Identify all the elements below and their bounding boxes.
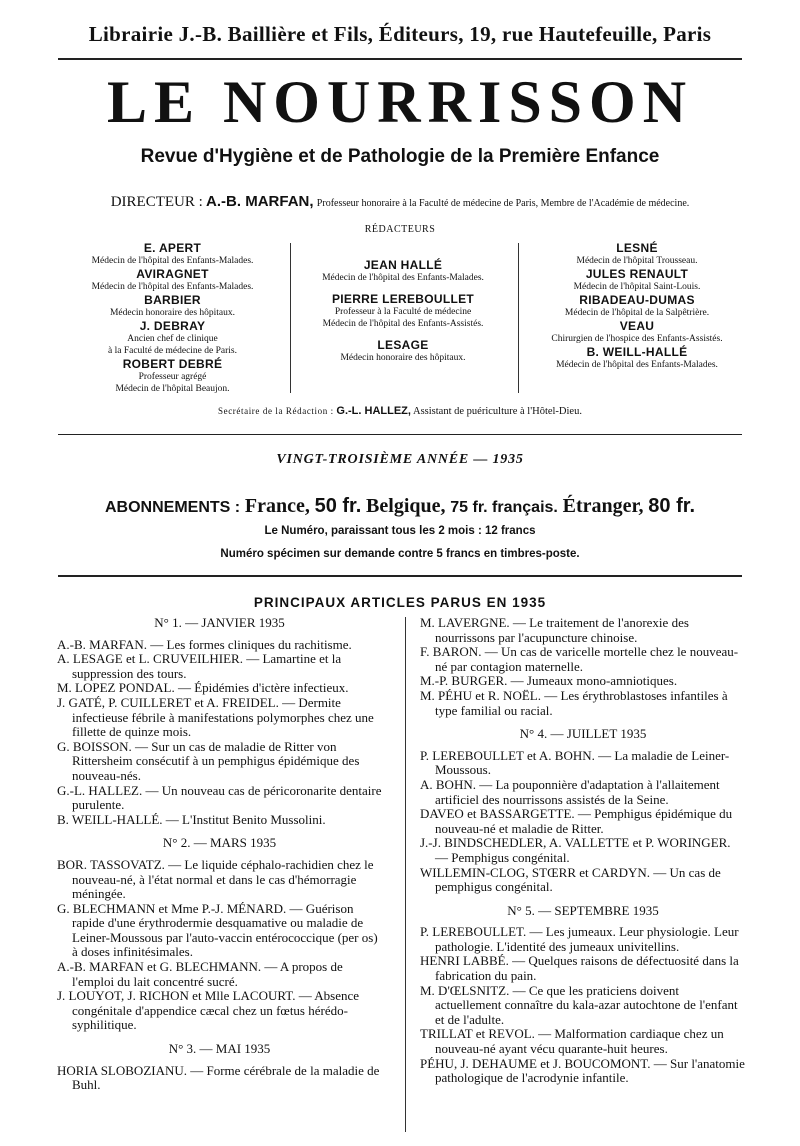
editor-desc: Médecin de l'hôpital des Enfants-Malades.	[91, 256, 254, 266]
editor-desc: Médecin de l'hôpital Saint-Louis.	[573, 282, 701, 292]
editor-name: B. WEILL-HALLÉ	[586, 345, 688, 359]
editor-desc: Professeur agrégé	[138, 372, 207, 382]
article-entry: M.-P. BURGER. — Jumeaux mono-amniotiques.	[420, 673, 678, 689]
france-price: 50 fr.	[314, 495, 362, 517]
article-entry: HORIA SLOBOZIANU. — Forme cérébrale de la maladie de Buhl.	[57, 1062, 380, 1093]
articles-heading: PRINCIPAUX ARTICLES PARUS EN 1935	[253, 595, 547, 610]
editor-name: JEAN HALLÉ	[363, 258, 443, 272]
editor-name: VEAU	[619, 319, 655, 333]
secretary-desc: Assistant de puériculture à l'Hôtel-Dieu.	[413, 406, 582, 417]
editor-entry	[60, 267, 285, 293]
editor-desc: Médecin de l'hôpital Beaujon.	[115, 384, 230, 394]
editor-name: J. DEBRAY	[139, 319, 206, 333]
column-divider	[290, 243, 291, 393]
editor-entry	[522, 319, 752, 345]
editor-desc: à la Faculté de médecine de Paris.	[108, 346, 237, 356]
editor-name: E. APERT	[143, 241, 202, 255]
article-entry: J.-J. BINDSCHEDLER, A. VALLETTE et P. WORINGER. — Pemphigus congénital.	[420, 835, 731, 865]
editor-entry	[522, 241, 752, 267]
secretary-label: Secrétaire de la Rédaction :	[218, 406, 334, 416]
article-entry: P. LEREBOULLET. — Les jumeaux. Leur physiologie. Leur pathologie. L'identité des jumeaux univitellins.	[420, 924, 739, 954]
director-label: DIRECTEUR :	[110, 194, 203, 210]
top-rule	[58, 58, 742, 60]
article-entry: DAVEO et BASSARGETTE. — Pemphigus épidémique du nouveau-né et maladie de Ritter.	[420, 806, 733, 836]
article-entry: A.-B. MARFAN. — Les formes cliniques du rachitisme.	[57, 636, 352, 652]
editor-desc: Ancien chef de clinique	[127, 334, 218, 344]
issue-heading: N° 2. — MARS 1935	[162, 835, 277, 851]
editor-desc: Chirurgien de l'hospice des Enfants-Assistés.	[551, 334, 723, 344]
editor-entry	[522, 293, 752, 319]
france-label: France,	[244, 495, 310, 517]
secretary-line	[0, 405, 800, 417]
etranger-label: Étranger,	[562, 495, 644, 517]
journal-subtitle: Revue d'Hygiène et de Pathologie de la Première Enfance	[140, 146, 660, 167]
editor-entry	[293, 258, 513, 284]
column-divider	[518, 243, 519, 393]
editor-name: PIERRE LEREBOULLET	[331, 292, 475, 306]
article-entry: J. LOUYOT, J. RICHON et Mlle LACOURT. — Absence congénitale d'appendice cæcal chez un fœtus hérédo-syphilitique.	[57, 988, 360, 1033]
editor-entry	[522, 345, 752, 371]
editor-entry	[522, 267, 752, 293]
editor-entry	[60, 357, 285, 395]
editor-entry	[60, 319, 285, 357]
issue-heading: N° 3. — MAI 1935	[168, 1041, 271, 1057]
editor-entry	[60, 241, 285, 267]
director-desc: Professeur honoraire à la Faculté de médecine de Paris, Membre de l'Académie de médecine.	[316, 198, 690, 209]
editor-entry	[293, 338, 513, 364]
middle-rule	[58, 434, 742, 435]
article-entry: BOR. TASSOVATZ. — Le liquide céphalo-rachidien chez le nouveau-né, à l'état normal et dans le cas d'hémorragie méningée.	[57, 856, 374, 902]
article-entry: B. WEILL-HALLÉ. — L'Institut Benito Mussolini.	[57, 811, 326, 827]
article-entry: M. D'ŒLSNITZ. — Ce que les praticiens doivent actuellement connaître du kala-azar autochtone de l'enfant et de l'adulte.	[420, 982, 738, 1027]
editor-name: BARBIER	[144, 293, 201, 307]
article-entry: G. BOISSON. — Sur un cas de maladie de Ritter von Rittersheim consécutif à un pemphigus épidémique des nouveau-nés.	[57, 738, 360, 783]
editor-name: ROBERT DEBRÉ	[122, 357, 223, 371]
editor-desc: Médecin honoraire des hôpitaux.	[340, 353, 466, 363]
publisher-line: Librairie J.-B. Baillière et Fils, Éditeurs, 19, rue Hautefeuille, Paris	[88, 22, 712, 46]
numero-line: Le Numéro, paraissant tous les 2 mois : 12 francs	[264, 525, 536, 537]
editor-name: AVIRAGNET	[136, 267, 209, 281]
subscriptions-label: ABONNEMENTS :	[105, 499, 241, 516]
issue-heading: N° 5. — SEPTEMBRE 1935	[507, 902, 659, 918]
editor-desc: Médecin honoraire des hôpitaux.	[109, 308, 236, 318]
director-name: A.-B. MARFAN,	[206, 193, 314, 210]
article-entry: P. LEREBOULLET et A. BOHN. — La maladie de Leiner-Moussous.	[420, 747, 730, 778]
article-entry: M. LAVERGNE. — Le traitement de l'anorexie des nourrissons par l'acupuncture chinoise.	[420, 615, 689, 645]
articles-divider	[405, 617, 406, 1132]
article-entry: G. BLECHMANN et Mme P.-J. MÉNARD. — Guérison rapide d'une érythrodermie desquamative ou maladie de Leiner-Moussous par l'auto-vaccin entérococcique (per os) à doses infinitésimales.	[57, 900, 378, 960]
editor-entry	[60, 293, 285, 319]
article-entry: F. BARON. — Un cas de varicelle mortelle chez le nouveau-né par contagion maternelle.	[420, 644, 739, 674]
editors-left	[60, 241, 285, 395]
article-entry: A. BOHN. — La pouponnière d'adaptation à l'allaitement artificiel des nourrissons assistés de la Seine.	[420, 776, 720, 807]
year-line: VINGT-TROISIÈME ANNÉE — 1935	[276, 452, 524, 467]
editor-desc: Médecin de l'hôpital des Enfants-Malades.	[556, 360, 718, 370]
editor-desc: Médecin de l'hôpital des Enfants-Malades.	[322, 273, 484, 283]
editor-desc: Médecin de l'hôpital des Enfants-Assistés.	[322, 319, 484, 329]
article-entry: M. LOPEZ PONDAL. — Épidémies d'ictère infectieux.	[57, 680, 349, 696]
editor-entry	[293, 292, 513, 330]
secretary-name: G.-L. HALLEZ,	[336, 405, 411, 417]
editor-desc: Professeur à la Faculté de médecine	[334, 307, 472, 317]
editors-center	[293, 258, 513, 372]
article-entry: G.-L. HALLEZ. — Un nouveau cas de péricoronarite dentaire purulente.	[57, 782, 382, 813]
editor-desc: Médecin de l'hôpital des Enfants-Malades.	[91, 282, 254, 292]
article-entry: TRILLAT et REVOL. — Malformation cardiaque chez un nouveau-né ayant vécu quarante-huit heures.	[420, 1026, 724, 1057]
redacteurs-label: RÉDACTEURS	[364, 224, 436, 235]
director-line	[0, 193, 800, 211]
editor-name: LESNÉ	[616, 241, 658, 255]
article-entry: M. PÉHU et R. NOËL. — Les érythroblastoses infantiles à type familial ou racial.	[420, 687, 728, 718]
belgique-label: Belgique,	[366, 495, 446, 517]
subscriptions-line	[0, 495, 800, 518]
etranger-price: 80 fr.	[648, 495, 695, 517]
editors-right	[522, 241, 752, 371]
article-entry: A. LESAGE et L. CRUVEILHIER. — Lamartine et la suppression des tours.	[57, 651, 342, 681]
specimen-line: Numéro spécimen sur demande contre 5 francs en timbres-poste.	[220, 548, 580, 560]
article-entry: A.-B. MARFAN et G. BLECHMANN. — A propos de l'emploi du lait concentré sucré.	[57, 959, 343, 989]
article-entry: PÉHU, J. DEHAUME et J. BOUCOMONT. — Sur l'anatomie pathologique de l'acrodynie infantile.	[420, 1055, 745, 1086]
article-entry: HENRI LABBÉ. — Quelques raisons de défectuosité dans la fabrication du pain.	[420, 953, 739, 984]
articles-right	[420, 616, 746, 1086]
articles-left	[57, 616, 382, 1093]
editor-desc: Médecin de l'hôpital Trousseau.	[576, 256, 698, 266]
article-entry: J. GATÉ, P. CUILLERET et A. FREIDEL. — Dermite infectieuse fébrile à manifestations polymorphes chez une fillette de quinze mois.	[57, 694, 374, 740]
editor-name: RIBADEAU-DUMAS	[579, 293, 695, 307]
editor-name: JULES RENAULT	[585, 267, 689, 281]
articles-rule	[58, 575, 742, 577]
editor-desc: Médecin de l'hôpital de la Salpêtrière.	[564, 308, 710, 318]
editor-name: LESAGE	[377, 338, 429, 352]
journal-title: LE NOURRISSON	[106, 69, 694, 135]
issue-heading: N° 4. — JUILLET 1935	[519, 726, 647, 742]
belgique-price: 75 fr. français.	[450, 499, 558, 516]
article-entry: WILLEMIN-CLOG, STŒRR et CARDYN. — Un cas de pemphigus congénital.	[420, 864, 721, 895]
issue-heading: N° 1. — JANVIER 1935	[154, 615, 285, 630]
